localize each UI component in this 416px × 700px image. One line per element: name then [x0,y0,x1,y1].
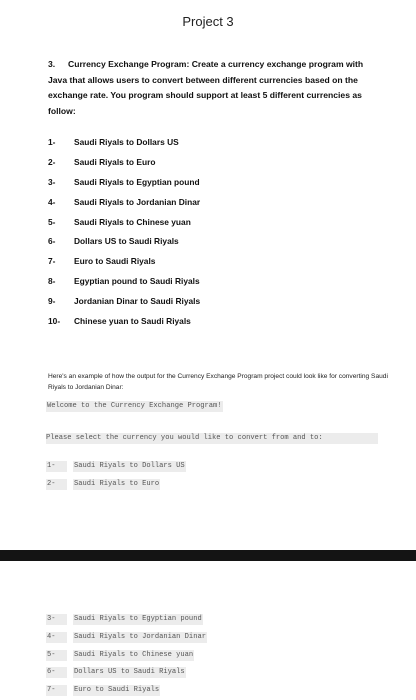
list-item-label: Jordanian Dinar to Saudi Riyals [74,296,201,307]
question-body: Currency Exchange Program: Create a currency exchange program with Java that allows users to convert between different currencies based on the exchange rate. You program should support at least 5 different currencies as follow: [48,59,364,116]
list-item [48,197,378,217]
list-item-number: 9- [48,296,56,307]
list-item-number: 5- [48,216,56,227]
list-item-number: 8- [48,276,56,287]
list-item-number: 2- [48,156,56,167]
console-option [46,632,207,643]
list-item-label: Saudi Riyals to Chinese yuan [74,216,191,227]
list-item [48,236,378,256]
list-item-label: Saudi Riyals to Jordanian Dinar [74,196,201,207]
list-item-number: 6- [48,236,56,247]
list-item [48,316,378,336]
question-text [48,57,384,119]
list-item-label: Dollars US to Saudi Riyals [74,236,179,247]
list-item [48,256,378,276]
console-option-label: Saudi Riyals to Egyptian pound [74,615,202,623]
list-item-label: Egyptian pound to Saudi Riyals [74,276,200,287]
list-item [48,177,378,197]
list-item [48,137,378,157]
console-option [46,667,186,678]
list-item-number: 4- [48,196,56,207]
list-item-label: Saudi Riyals to Egyptian pound [74,176,200,187]
currency-list [48,137,378,336]
example-intro: Here's an example of how the output for the Currency Exchange Program project could look like for converting Saudi Riyals to Jordanian Dinar: [48,373,388,391]
console-option-number: 3- [46,614,67,625]
console-option-number: 4- [46,632,67,643]
console-welcome: Welcome to the Currency Exchange Program! [47,402,222,410]
console-option-label: Saudi Riyals to Dollars US [74,462,185,470]
question-number: 3. [48,59,56,69]
console-option-number: 5- [46,650,67,661]
list-item [48,276,378,296]
console-option-number: 7- [46,685,67,696]
console-prompt: Please select the currency you would like to convert from and to: [46,433,378,444]
page-bottom [0,561,416,700]
console-option-number: 2- [46,479,67,490]
console-option [46,614,203,625]
list-item-number: 1- [48,137,56,147]
list-item-number: 3- [48,176,56,187]
list-item [48,157,378,177]
list-item-number: 10- [48,316,61,327]
console-option [46,650,194,661]
list-item-number: 7- [48,256,56,267]
console-option-label: Saudi Riyals to Chinese yuan [74,651,194,659]
console-option-label: Saudi Riyals to Jordanian Dinar [74,633,206,641]
console-option [46,685,160,696]
console-option-label: Dollars US to Saudi Riyals [74,668,185,676]
list-item-label: Euro to Saudi Riyals [74,256,156,267]
console-option [46,479,160,490]
page-divider [0,550,416,561]
console-option-label: Saudi Riyals to Euro [74,480,160,488]
page-title: Project 3 [182,14,234,29]
console-option [46,461,186,472]
console-option-number: 6- [46,667,67,678]
console-option-number: 1- [46,461,67,472]
list-item-label: Saudi Riyals to Dollars US [74,137,179,147]
list-item [48,217,378,237]
list-item-label: Saudi Riyals to Euro [74,156,156,167]
list-item-label: Chinese yuan to Saudi Riyals [74,316,191,327]
console-option-label: Euro to Saudi Riyals [74,686,160,694]
list-item [48,296,378,316]
